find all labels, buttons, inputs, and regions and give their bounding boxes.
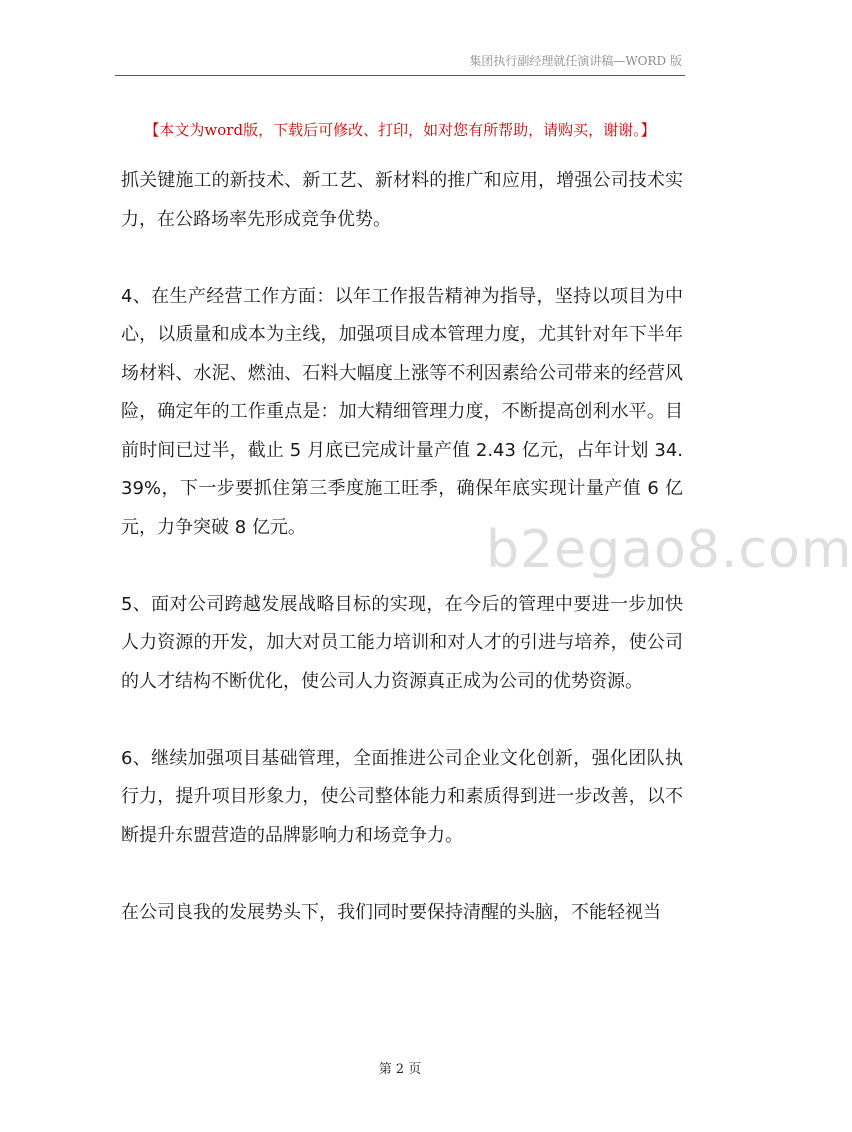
paragraph-4: 6、继续加强项目基础管理，全面推进公司企业文化创新，强化团队执行力，提升项目形象力，使公司整体能力和素质得到进一步改善，以不断提升东盟营造的品牌影响力和场竞争力。 [121,747,683,846]
paragraph-1: 抓关键施工的新技术、新工艺、新材料的推广和应用，增强公司技术实力，在公路场率先形成竞争优势。 [121,170,683,230]
header-divider [115,75,685,76]
paragraph-5: 在公司良我的发展势头下，我们同时要保持清醒的头脑，不能轻视当 [121,901,661,923]
paragraph-2: 4、在生产经营工作方面：以年工作报告精神为指导，坚持以项目为中心，以质量和成本为主线，加强项目成本管理力度，尤其针对年下半年场材料、水泥、燃油、石料大幅度上涨等不利因素给公司带来的经营风险，确定年的工作重点是：加大精细管理力度，不断提高创利水平。目前时间已过半，截止 5 月底已完成计量产值 2.43 亿元，占年计划 34.39%，下一步要抓住第三季度施工旺季，确保年底实现计量产值 6 亿元，力争突破 8 亿元。 [121,285,683,538]
paragraph-3: 5、面对公司跨越发展战略目标的实现，在今后的管理中要进一步加快人力资源的开发，加大对员工能力培训和对人才的引进与培养，使公司的人才结构不断优化，使公司人力资源真正成为公司的优势资源。 [121,593,683,692]
document-header-title: 集团执行副经理就任演讲稿—WORD 版 [469,54,682,68]
page-number: 第 2 页 [378,1062,422,1077]
download-notice: 【本文为word版，下载后可修改、打印，如对您有所帮助，请购买，谢谢。】 [144,121,656,139]
watermark: b2egao8.com [486,520,852,580]
